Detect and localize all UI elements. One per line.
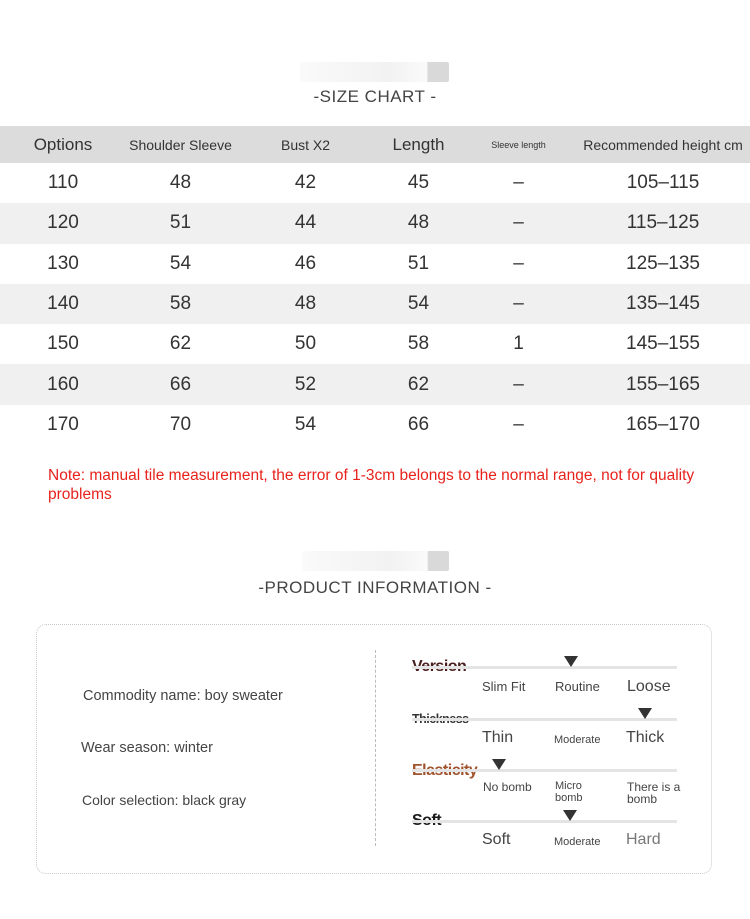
brand-logo-placeholder bbox=[300, 62, 449, 82]
product-info-title: -PRODUCT INFORMATION - bbox=[258, 578, 492, 597]
cell-height: 155–165 bbox=[576, 364, 750, 404]
size-chart-table bbox=[0, 126, 750, 445]
cell-sleeve-length: 1 bbox=[513, 333, 524, 355]
cell-bust: 52 bbox=[235, 364, 376, 404]
cell-sleeve-length: – bbox=[461, 203, 576, 243]
cell-shoulder-sleeve: 70 bbox=[169, 413, 192, 435]
cell-bust: 46 bbox=[294, 252, 317, 274]
cell-shoulder-sleeve: 62 bbox=[169, 333, 192, 355]
size-chart-title: -SIZE CHART - bbox=[313, 87, 437, 106]
soft-marker-icon bbox=[563, 810, 577, 821]
elasticity-marker-icon bbox=[492, 759, 506, 770]
cell-sleeve-length: – bbox=[513, 413, 524, 435]
header-options: Options bbox=[0, 126, 126, 163]
header-bust: Bust X2 bbox=[235, 126, 376, 163]
cell-sleeve-length: – bbox=[513, 172, 524, 194]
header-recommended-height: Recommended height cm bbox=[576, 126, 750, 163]
table-row bbox=[0, 203, 750, 243]
cell-option: 120 bbox=[0, 203, 126, 243]
cell-length: 48 bbox=[376, 203, 461, 243]
table-row bbox=[0, 163, 750, 203]
wear-season: Wear season: winter bbox=[81, 740, 213, 756]
table-row bbox=[0, 284, 750, 324]
cell-length: 54 bbox=[376, 284, 461, 324]
version-marker-icon bbox=[564, 656, 578, 667]
cell-height: 105–115 bbox=[626, 172, 700, 194]
cell-sleeve-length: – bbox=[461, 284, 576, 324]
version-option: Routine bbox=[555, 679, 600, 694]
version-option: Loose bbox=[627, 678, 671, 695]
table-row bbox=[0, 324, 750, 364]
table-row bbox=[0, 364, 750, 404]
soft-option: Hard bbox=[626, 831, 661, 848]
cell-height: 165–170 bbox=[626, 413, 700, 435]
soft-option: Moderate bbox=[554, 836, 601, 848]
measurement-note: Note: manual tile measurement, the error of 1-3cm belongs to the normal range, not for quality problems bbox=[48, 467, 695, 503]
cell-sleeve-length: – bbox=[461, 364, 576, 404]
thickness-option: Moderate bbox=[554, 734, 601, 746]
version-scale-line bbox=[412, 666, 677, 669]
cell-height: 125–135 bbox=[626, 252, 700, 274]
table-row bbox=[0, 405, 750, 445]
commodity-name: Commodity name: boy sweater bbox=[83, 688, 283, 704]
cell-height: 135–145 bbox=[576, 284, 750, 324]
thickness-marker-icon bbox=[638, 708, 652, 719]
cell-sleeve-length: – bbox=[513, 252, 524, 274]
header-sleeve-length: Sleeve length bbox=[461, 126, 576, 163]
header-shoulder-sleeve: Shoulder Sleeve bbox=[126, 126, 235, 163]
version-option: Slim Fit bbox=[482, 679, 526, 694]
cell-bust: 44 bbox=[235, 203, 376, 243]
soft-option: Soft bbox=[482, 831, 511, 848]
elasticity-option: There is a bomb bbox=[627, 780, 681, 806]
size-chart-header-row bbox=[0, 126, 750, 163]
thickness-option: Thin bbox=[482, 729, 514, 746]
cell-height: 115–125 bbox=[576, 203, 750, 243]
elasticity-option: No bomb bbox=[483, 780, 532, 794]
cell-bust: 42 bbox=[294, 172, 317, 194]
cell-length: 66 bbox=[407, 413, 430, 435]
cell-option: 170 bbox=[47, 413, 79, 435]
table-row bbox=[0, 244, 750, 284]
cell-shoulder-sleeve: 66 bbox=[126, 364, 235, 404]
cell-shoulder-sleeve: 58 bbox=[126, 284, 235, 324]
elasticity-option: Micro bomb bbox=[555, 780, 583, 804]
cell-shoulder-sleeve: 48 bbox=[169, 172, 192, 194]
cell-length: 51 bbox=[407, 252, 430, 274]
cell-shoulder-sleeve: 54 bbox=[169, 252, 192, 274]
cell-shoulder-sleeve: 51 bbox=[126, 203, 235, 243]
cell-length: 58 bbox=[407, 333, 430, 355]
info-divider bbox=[375, 650, 376, 846]
cell-bust: 54 bbox=[294, 413, 317, 435]
color-selection: Color selection: black gray bbox=[82, 792, 247, 808]
cell-bust: 50 bbox=[294, 333, 317, 355]
cell-option: 150 bbox=[47, 333, 79, 355]
thickness-option: Thick bbox=[626, 729, 665, 746]
cell-option: 110 bbox=[47, 172, 79, 194]
cell-option: 140 bbox=[0, 284, 126, 324]
cell-length: 62 bbox=[376, 364, 461, 404]
cell-bust: 48 bbox=[235, 284, 376, 324]
brand-logo-placeholder-2 bbox=[302, 551, 449, 571]
cell-height: 145–155 bbox=[626, 333, 700, 355]
soft-scale-line bbox=[412, 820, 677, 823]
elasticity-scale-line bbox=[412, 769, 677, 772]
cell-option: 160 bbox=[0, 364, 126, 404]
cell-length: 45 bbox=[407, 172, 430, 194]
header-length: Length bbox=[376, 126, 461, 163]
cell-option: 130 bbox=[47, 252, 79, 274]
